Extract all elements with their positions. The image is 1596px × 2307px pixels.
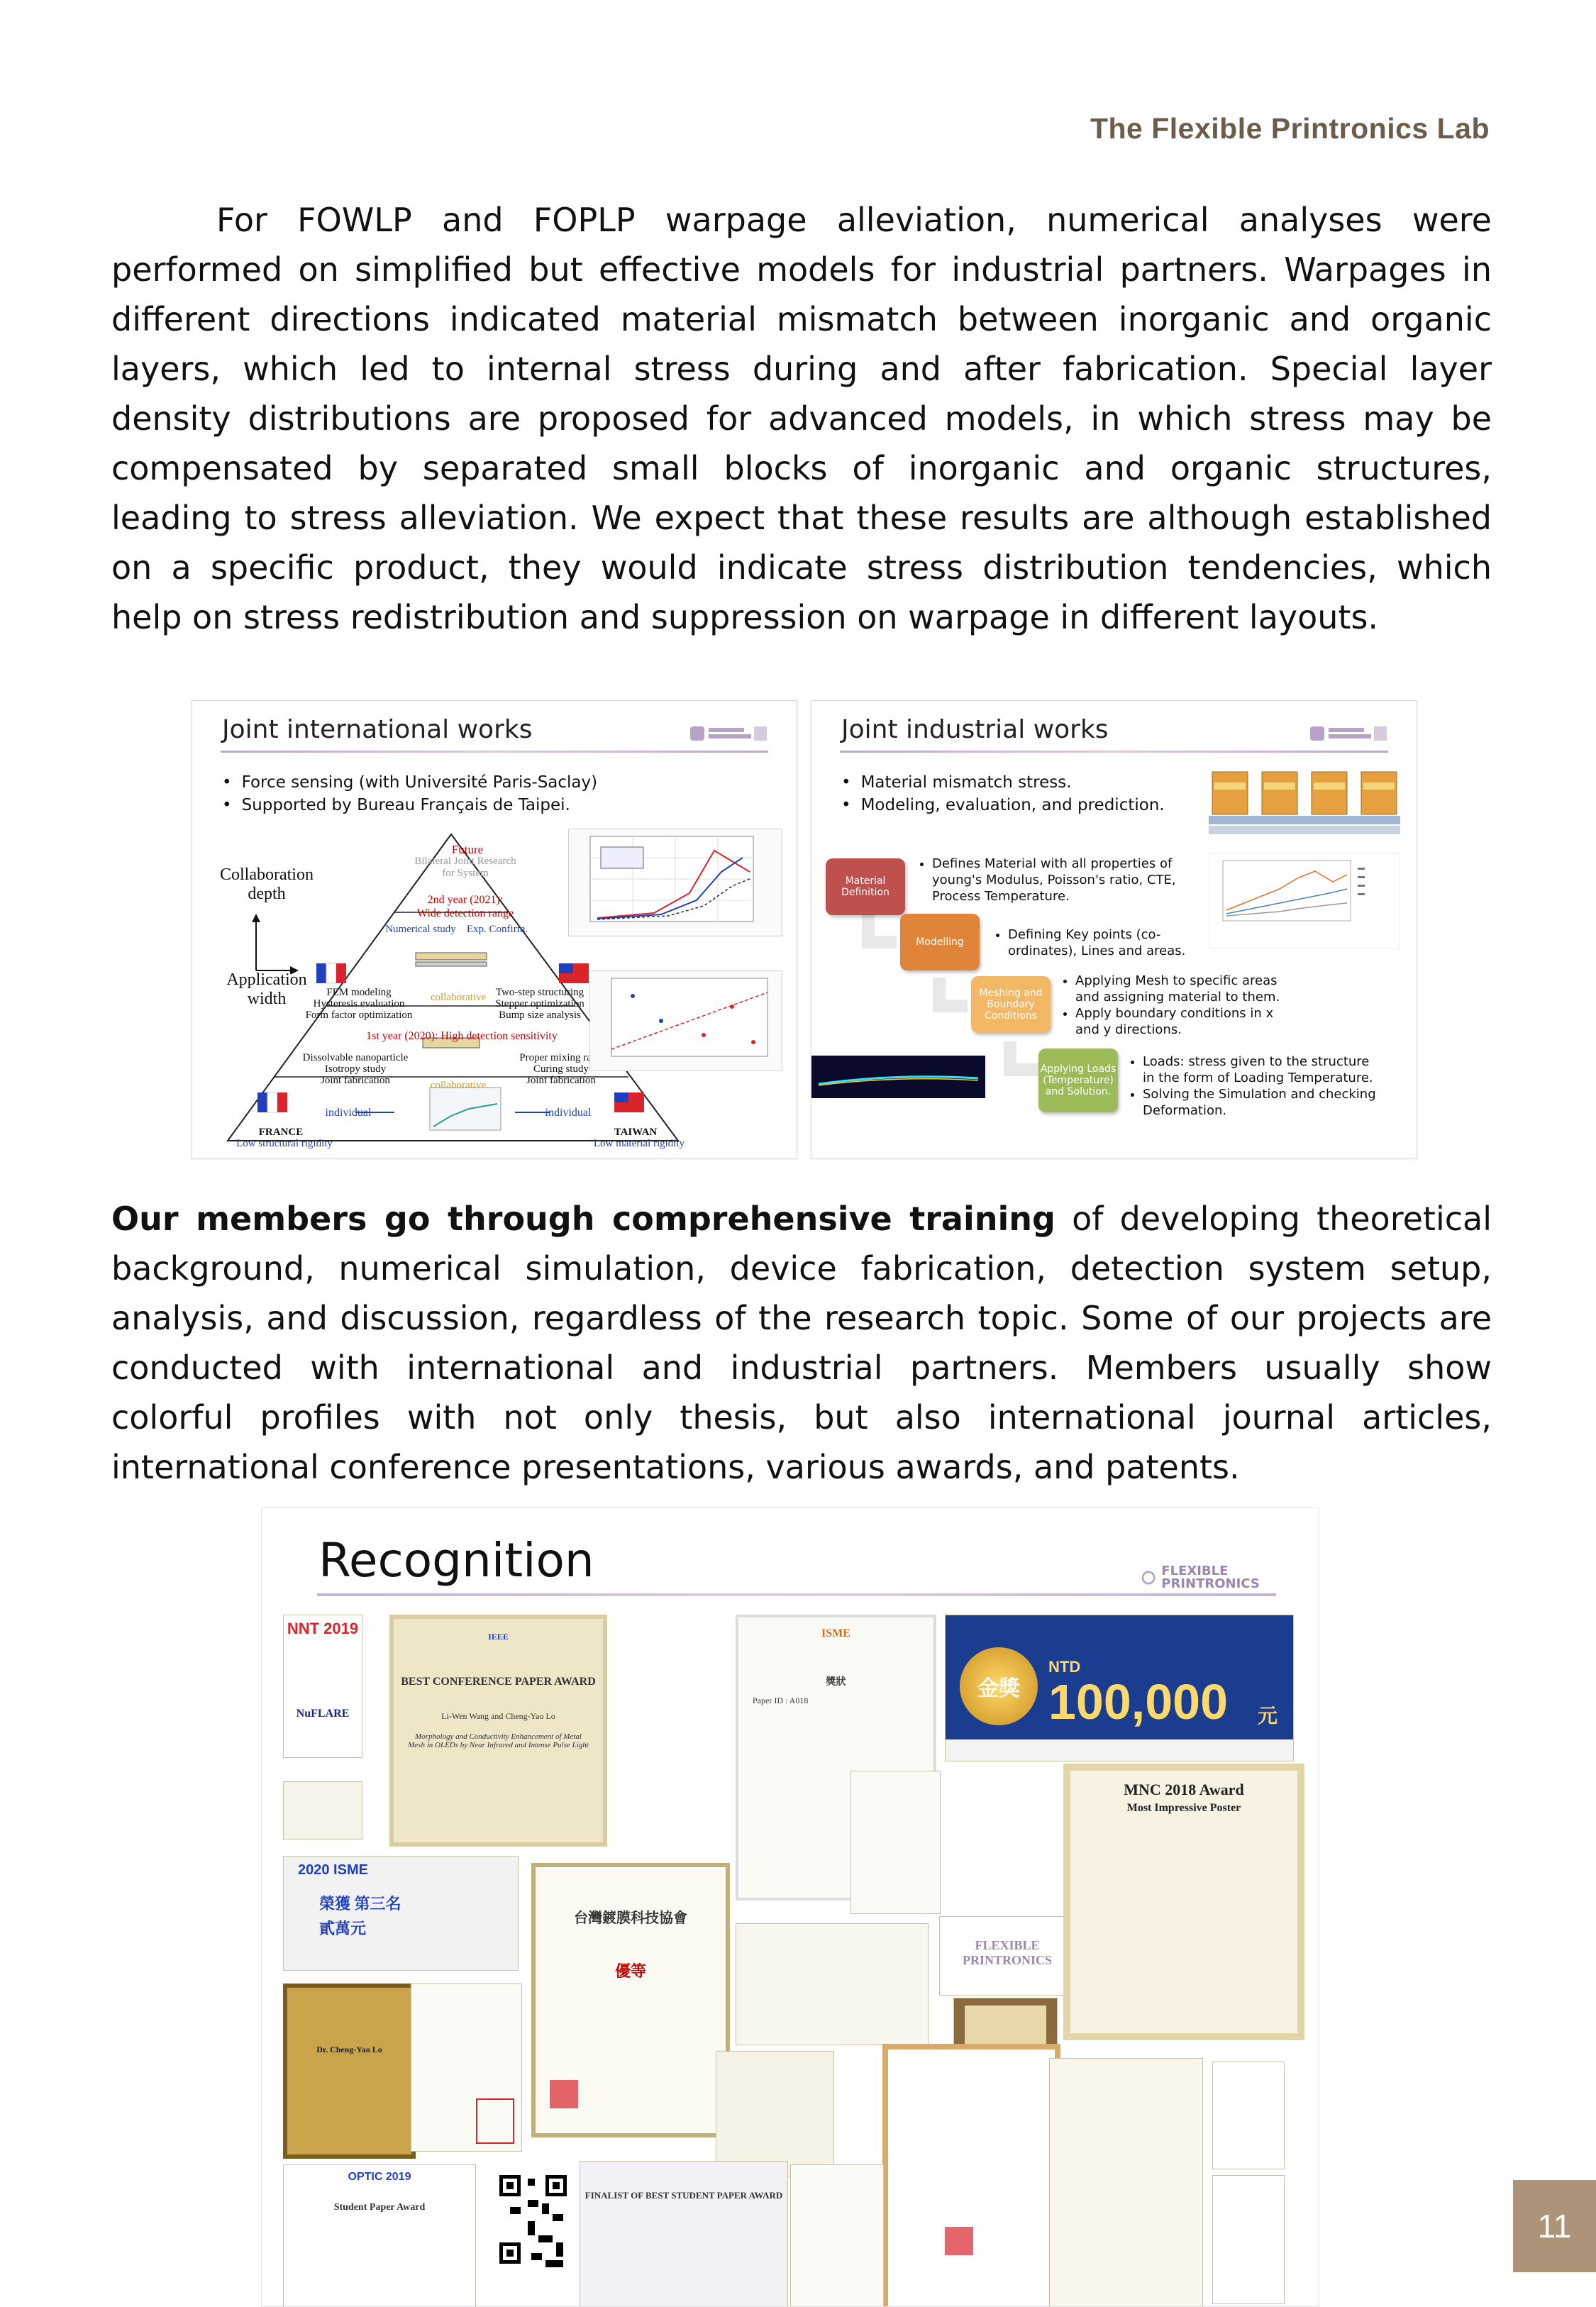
label-collaborative-2: collaborative [430, 1080, 487, 1091]
cert-small-right [1212, 2062, 1285, 2169]
label-fem-modeling: FEM modeling [326, 987, 392, 998]
bullet-item: • Modeling, evaluation, and prediction. [841, 796, 1165, 814]
cert-text: Dr. Cheng-Yao Lo [316, 2045, 382, 2054]
bold-lead: Our members go through comprehensive training [111, 1200, 1055, 1238]
paragraph-line: analysis, and discussion, regardless of the research topic. Some of our projects are [111, 1299, 1492, 1337]
cert-text: Paper ID : A018 [753, 1695, 809, 1705]
bullet-item: • Supported by Bureau Français de Taipei. [222, 796, 570, 814]
cert-chinese-small [790, 2164, 884, 2307]
axis-application-width: Application width [226, 970, 307, 1008]
cert-text: Most Impressive Poster [1126, 1802, 1241, 1814]
label-taiwan: TAIWAN [614, 1127, 658, 1138]
slide-title: Joint international works [222, 715, 533, 744]
layer-model-image [1209, 758, 1400, 839]
cert-text: 獎狀 [826, 1677, 846, 1688]
flow-step-details [992, 926, 1219, 959]
cert-isme-2020 [283, 1856, 519, 1971]
flow-step-material-definition: Material Definition [826, 858, 905, 915]
sensitivity-graph [589, 970, 782, 1071]
tier-future-sub: Bilateral Joint Research for System [414, 856, 516, 879]
paragraph-line: leading to stress alleviation. We expect that these results are although established [111, 499, 1492, 537]
label-two-step: Two-step structuring [495, 987, 584, 998]
cert-chinese-society [882, 2044, 1060, 2307]
slide-title: Joint industrial works [841, 715, 1109, 744]
flow-step-details [916, 856, 1186, 904]
label-low-structural: Low structural rigidity [236, 1138, 333, 1149]
cert-prize-banner [945, 1615, 1294, 1761]
seal-stamp-icon [550, 2080, 578, 2108]
slide-joint-industrial [811, 700, 1417, 1159]
cert-text: Li-Wen Wang and Cheng-Yao Lo [441, 1711, 555, 1721]
recognition-slide [261, 1507, 1319, 2307]
cert-text: 榮獲 第三名 [319, 1895, 401, 1913]
cert-text: MNC 2018 Award [1124, 1781, 1244, 1798]
label-collaborative: collaborative [430, 992, 487, 1003]
paragraph-line: help on stress redistribution and suppression on warpage in different layouts. [111, 598, 1379, 636]
lead-rest: of developing theoretical [1055, 1200, 1492, 1238]
flow-step-applying-loads: Applying Loads (Temperature) and Solution. [1038, 1049, 1118, 1112]
page-number: 11 [1513, 2180, 1596, 2272]
label-low-material: Low material rigidity [593, 1138, 685, 1149]
tier-future: Future [451, 843, 484, 856]
paragraph-line: layers, which led to internal stress during and after fabrication. Special layer [111, 350, 1492, 388]
lab-logo-icon [690, 724, 768, 743]
flow-step-point: • Apply boundary conditions in x and y directions. [1075, 1005, 1294, 1038]
seal-stamp-icon [476, 2098, 514, 2144]
axis-collaboration-depth: Collaboration depth [220, 865, 314, 903]
paragraph-line: performed on simplified but effective models for industrial partners. Warpages in [111, 250, 1492, 289]
cert-text: BEST CONFERENCE PAPER AWARD [401, 1676, 596, 1688]
cert-mnc-2018 [1063, 1764, 1304, 2040]
cert-text: Morphology and Conductivity Enhancement of Metal Mesh in OLEDs by Near Infrared and Intense Pulse Light [408, 1732, 589, 1749]
flow-step-point: • Solving the Simulation and checking Deformation. [1143, 1086, 1379, 1119]
cert-text: NNT 2019 [287, 1620, 359, 1637]
bullet-item: • Material mismatch stress. [841, 773, 1072, 792]
prize-currency: NTD [1048, 1658, 1081, 1676]
cert-text: FINALIST OF BEST STUDENT PAPER AWARD [584, 2190, 783, 2201]
cert-gold-framed [283, 1984, 416, 2159]
logo-mark-icon [1141, 1567, 1156, 1588]
paragraph-training [111, 1194, 1492, 1492]
label-form-factor: Form factor optimization [305, 1009, 413, 1021]
sponsor-strip [946, 1739, 1293, 1761]
recognition-title: Recognition [318, 1533, 594, 1588]
label-joint-fabrication-2: Joint fabrication [526, 1075, 596, 1086]
flow-step-meshing: Meshing and Boundary Conditions [971, 976, 1051, 1033]
recognition-divider [317, 1593, 1276, 1596]
cert-text: Student Paper Award [333, 2202, 426, 2213]
paragraph-line: background, numerical simulation, device fabrication, detection system setup, [111, 1249, 1492, 1288]
paragraph-line: colorful profiles with not only thesis, but also international journal articles, [111, 1398, 1492, 1437]
prize-unit: 元 [1258, 1704, 1278, 1727]
paragraph-line [111, 1194, 1492, 1244]
cert-logo-panel [939, 1916, 1075, 1996]
cert-text: 貳萬元 [319, 1920, 367, 1937]
stress-chart-image [1209, 853, 1400, 949]
slide-joint-international [192, 700, 797, 1159]
slide-divider [221, 751, 768, 753]
flow-step-details [1127, 1053, 1379, 1119]
label-individual-right: individual [545, 1107, 592, 1119]
slide-divider [840, 751, 1388, 753]
cert-optic-2019 [283, 2164, 476, 2307]
tier-first-year: 1st year (2020): High detection sensitivity [366, 1030, 558, 1042]
cert-text: 優等 [614, 1962, 646, 1980]
lab-name-header: The Flexible Printronics Lab [1090, 112, 1490, 145]
tier-second-year: 2nd year (2021): [427, 894, 504, 906]
paragraph-line: international conference presentations, various awards, and patents. [111, 1448, 1240, 1486]
cert-chinese-award [850, 1771, 941, 1914]
cert-text: ISME [821, 1627, 850, 1639]
paragraph-line: different directions indicated material mismatch between inorganic and organic [111, 300, 1492, 338]
tier-second-year-sub: Wide detection range [416, 907, 514, 919]
flow-step-point: • Defines Material with all properties of young's Modulus, Poisson's ratio, CTE, Process Temperature. [932, 856, 1186, 904]
label-isotropy: Isotropy study [324, 1063, 387, 1075]
label-hysteresis: Hysteresis evaluation [313, 998, 405, 1009]
cert-chinese-document [411, 1984, 522, 2152]
cert-nnt [283, 1615, 362, 1758]
label-individual-left: individual [325, 1107, 372, 1119]
flow-step-details [1060, 973, 1294, 1038]
cert-ieee-finalist-small [716, 2051, 834, 2176]
cert-ieee-best-conference-paper [389, 1615, 607, 1847]
logo-text: FLEXIBLE PRINTRONICS [1161, 1564, 1260, 1591]
flow-step-point: • Loads: stress given to the structure in the form of Loading Temperature. [1143, 1053, 1379, 1086]
flow-step-point: • Applying Mesh to specific areas and assigning material to them. [1075, 973, 1294, 1005]
cert-text: 2020 ISME [298, 1862, 368, 1878]
gold-badge-text: 金獎 [977, 1676, 1020, 1701]
cert-ornate [1049, 2058, 1203, 2307]
cert-text: FLEXIBLE PRINTRONICS [962, 1938, 1053, 1967]
cert-text: 台灣鍍膜科技協會 [574, 1910, 687, 1926]
label-dissolvable: Dissolvable nanoparticle [302, 1052, 409, 1063]
cert-text: IEEE [488, 1632, 509, 1642]
capacitance-graph [568, 829, 782, 936]
lab-logo-icon [1141, 1565, 1276, 1590]
label-exp-confirm: Exp. Confirm. [466, 924, 528, 935]
cert-ieee-finalist-student [580, 2161, 788, 2307]
cert-text: OPTIC 2019 [348, 2171, 411, 2183]
label-numerical-study: Numerical study [385, 924, 456, 935]
flow-step-point: • Defining Key points (co-ordinates), Lines and areas. [1008, 926, 1219, 959]
label-joint-fabrication: Joint fabrication [321, 1075, 390, 1086]
label-stepper: Stepper optimization [495, 998, 584, 1009]
cert-small-right-2 [1212, 2175, 1285, 2304]
gold-medal-icon [960, 1647, 1038, 1725]
bullet-item: • Force sensing (with Université Paris-Saclay) [222, 773, 597, 792]
label-curing: Curing study [533, 1063, 589, 1075]
lab-logo-icon [1310, 724, 1388, 743]
qr-code-icon [496, 2172, 570, 2271]
prize-amount: 100,000 [1048, 1674, 1229, 1730]
paragraph-line: For FOWLP and FOPLP warpage alleviation, numerical analyses were [216, 201, 1492, 239]
label-proper-mixing: Proper mixing ratio [519, 1052, 603, 1063]
flow-step-modelling: Modelling [900, 914, 980, 970]
paragraph-line: conducted with international and industrial partners. Members usually show [111, 1349, 1492, 1387]
banner-header [946, 1615, 1293, 1639]
seal-stamp-icon [945, 2227, 973, 2255]
cert-taiwan-coating [531, 1863, 730, 2137]
cert-best-conference [736, 1923, 929, 2045]
label-bump: Bump size analysis [499, 1009, 581, 1021]
label-france: FRANCE [258, 1127, 304, 1138]
paragraph-line: compensated by separated small blocks of inorganic and organic structures, [111, 449, 1492, 487]
paragraph-warpage [111, 195, 1492, 642]
cert-text: NuFLARE [296, 1708, 350, 1720]
paragraph-line: density distributions are proposed for advanced models, in which stress may be [111, 399, 1492, 438]
cert-small-framed [283, 1781, 362, 1839]
paragraph-line: on a specific product, they would indicate stress distribution tendencies, which [111, 548, 1492, 587]
